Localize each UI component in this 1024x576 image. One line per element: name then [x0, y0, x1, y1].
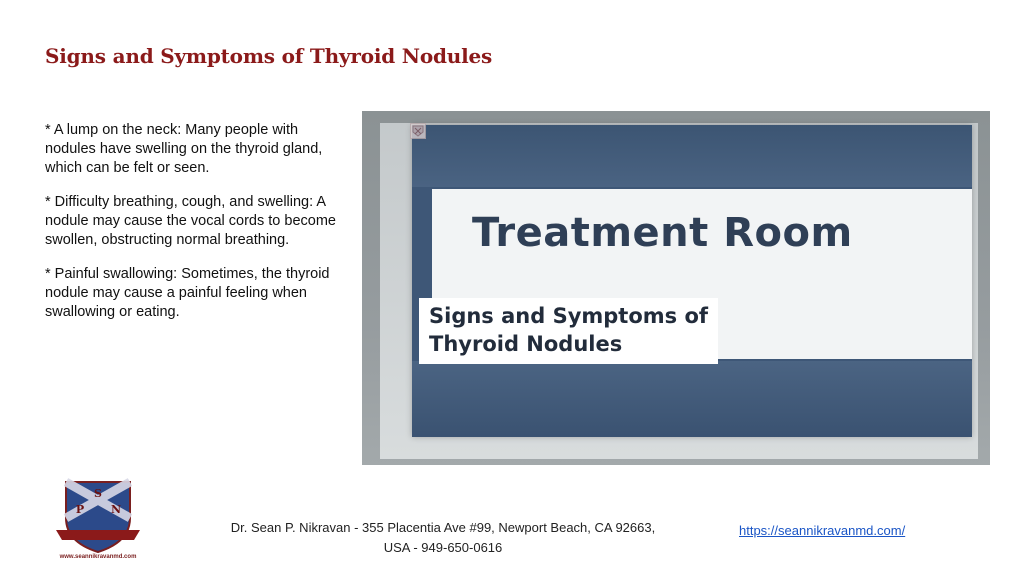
- caption-line-2: Thyroid Nodules: [429, 332, 623, 356]
- slide-title: Signs and Symptoms of Thyroid Nodules: [45, 44, 493, 68]
- address-line-1: Dr. Sean P. Nikravan - 355 Placentia Ave #99, Newport Beach, CA 92663,: [230, 520, 656, 535]
- treatment-room-photo: [362, 111, 990, 465]
- sign-text: Treatment Room: [472, 210, 853, 256]
- logo-letter-p: P: [75, 503, 85, 516]
- bullet-list: [45, 121, 350, 337]
- shield-logo-icon: [48, 478, 148, 554]
- bullet-item: * Difficulty breathing, cough, and swelling: A nodule may cause the vocal cords to become swollen, obstructing normal breathing.: [45, 194, 336, 248]
- photo-caption-overlay: [419, 298, 718, 364]
- logo-url: www.seannikravanmd.com: [59, 554, 137, 560]
- address-line-2: USA - 949-650-0616: [383, 540, 503, 555]
- logo-letter-n: N: [110, 503, 122, 516]
- bullet-item: * Painful swallowing: Sometimes, the thyroid nodule may cause a painful feeling when swallowing or eating.: [45, 266, 330, 320]
- bullet-item: * A lump on the neck: Many people with nodules have swelling on the thyroid gland, which can be felt or seen.: [45, 122, 323, 176]
- door-sign: [412, 125, 972, 437]
- logo-watermark-icon: [410, 123, 426, 139]
- logo-letter-s: S: [94, 487, 102, 500]
- website-link[interactable]: https://seannikravanmd.com/: [739, 523, 906, 538]
- clinic-logo: [48, 478, 148, 564]
- caption-line-1: Signs and Symptoms of: [429, 304, 709, 328]
- footer-address: [190, 518, 696, 558]
